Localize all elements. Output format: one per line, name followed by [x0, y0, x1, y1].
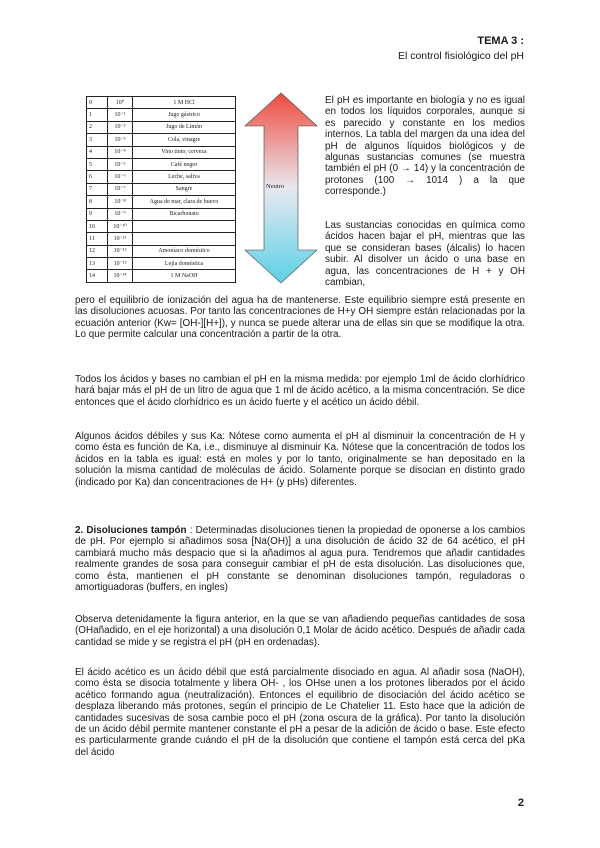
ph-cell: 14	[87, 270, 108, 282]
table-row	[87, 121, 236, 133]
conc-cell: 10⁻¹⁰	[108, 220, 133, 232]
table-row	[87, 208, 236, 220]
name-cell: Leche, saliva	[133, 171, 236, 183]
paragraph-equilibrium: pero el equilibrio de ionización del agua ha de mantenerse. Este equilibrio siempre está presente en las disoluciones acuosas. Por tanto las concentraciones de H+y OH siempre están relacionadas por la ecuación anterior (Kw= [OH-][H+]), y nunca se puede alterar una de ellas sin que se modifique la otra. Lo que permite calcular una concentración a partir de la otra.	[75, 295, 525, 341]
ph-cell: 0	[87, 97, 108, 109]
ph-cell: 3	[87, 134, 108, 146]
conc-cell: 10⁻²	[108, 121, 133, 133]
name-cell: Sangre	[133, 183, 236, 195]
name-cell: Cola, vinagre	[133, 134, 236, 146]
conc-cell: 10⁻⁹	[108, 208, 133, 220]
page-number: 2	[517, 797, 524, 809]
paragraph-acids-bases-side: Las sustancias conocidas en química como ácidos hacen bajar el pH, mientras que las que se consideran bases (álcalis) lo hacen subir. Al disolver un ácido o una base en agua, las concentraciones de H + y OH cambian,	[325, 220, 525, 289]
ph-cell: 4	[87, 146, 108, 158]
name-cell: Agua de mar, clara de huevo	[133, 196, 236, 208]
table-row	[87, 245, 236, 257]
ph-cell: 7	[87, 183, 108, 195]
ph-cell: 1	[87, 109, 108, 121]
table-row	[87, 109, 236, 121]
table-row	[87, 220, 236, 232]
name-cell: Lejía doméstica	[133, 258, 236, 270]
paragraph-acetic-acid: El ácido acético es un ácido débil que está parcialmente disociado en agua. Al añadir sosa (NaOH), como ésta se disocia totalmente y libera OH- , los OHse unen a los protones liberados por el ácido acético formando agua (neutralización). Entonces el equilibrio de disociación del ácido acético se desplaza liberando más protones, según el principio de Le Chatelier 11. Esto hace que la adición de cantidades sucesivas de sosa cambie poco el pH (zona oscura de la gráfica). Por tanto la disolución de un ácido débil permite mantener constante el pH a pesar de la adición de ácido o base. Este efecto es particularmente grande cuándo el pH de la disolución que contiene el tampón está cerca del pKa del ácido	[75, 667, 525, 758]
chapter-title: TEMA 3 :	[477, 35, 524, 47]
ph-cell: 13	[87, 258, 108, 270]
table-row	[87, 258, 236, 270]
ph-cell: 5	[87, 158, 108, 170]
table-row	[87, 270, 236, 282]
conc-cell: 10⁻⁴	[108, 146, 133, 158]
table-row	[87, 183, 236, 195]
buffers-body: : Determinadas disoluciones tienen la propiedad de oponerse a los cambios de pH. Por ejemplo si añadimos sosa [Na(OH)] a una disolución de ácido 32 de 64 acético, el pH cambiará mucho más despacio que si la añadimos al agua pura. Tendremos que añadir cantidades realmente grandes de sosa para conseguir cambiar el pH de esta disolución. Las disoluciones que, como ésta, mantienen el pH constante se denominan disoluciones tampón, reguladoras o amortiguadoras (buffers, en ingles)	[75, 525, 526, 594]
ph-table	[86, 96, 236, 283]
conc-cell: 10⁰	[108, 97, 133, 109]
conc-cell: 10⁻¹⁴	[108, 270, 133, 282]
paragraph-weak-acids-ka: Algunos ácidos débiles y sus Ka: Nótese como aumenta el pH al disminuir la concentración de H y como ésta es función de Ka, i.e., disminuye al disminuir Ka. Nótese que la concentración de todos los ácidos en la tabla es igual: está en moles y por lo tanto, originalmente se han depositado en la solución la misma cantidad de moléculas de ácido. Solamente porque se disocian en distinto grado (indicado por Ka) dan concentraciones de H+ (y pHs) diferentes.	[75, 431, 525, 488]
conc-cell: 10⁻⁸	[108, 196, 133, 208]
paragraph-buffers	[75, 525, 525, 593]
name-cell	[133, 233, 236, 245]
name-cell: Bicarbonato	[133, 208, 236, 220]
paragraph-ph-intro: El pH es importante en biología y no es igual en todos los líquidos corporales, aunque si es parecido y constante en los medios internos. La tabla del margen da una idea del pH de algunos líquidos biológicos y de algunas sustancias comunes (se muestra también el pH (0 → 14) y la concentración de protones (100 → 1014 ) a la que corresponde.)	[325, 95, 525, 198]
name-cell: Jugo gástrico	[133, 109, 236, 121]
table-row	[87, 97, 236, 109]
name-cell: Café negro	[133, 158, 236, 170]
table-row	[87, 158, 236, 170]
conc-cell: 10⁻¹¹	[108, 233, 133, 245]
table-row	[87, 146, 236, 158]
name-cell	[133, 220, 236, 232]
conc-cell: 10⁻¹	[108, 109, 133, 121]
table-row	[87, 233, 236, 245]
conc-cell: 10⁻³	[108, 134, 133, 146]
table-row	[87, 171, 236, 183]
paragraph-figure-description: Observa detenidamente la figura anterior, en la que se van añadiendo pequeñas cantidades de sosa (OHañadido, en el eje horizontal) a una disolución 0,1 Molar de ácido acético. Después de añadir cada cantidad se mide y se registra el pH (pH en ordenadas).	[75, 614, 525, 648]
paragraph-strong-weak-acids: Todos los ácidos y bases no cambian el pH en la misma medida: por ejemplo 1ml de ácido clorhídrico hará bajar más el pH de un litro de agua que 1 ml de ácido acético, a la misma concentración. Se dice entonces que el ácido clorhídrico es un ácido fuerte y el acético un ácido débil.	[75, 374, 525, 408]
name-cell: 1 M HCl	[133, 97, 236, 109]
chapter-subtitle: El control fisiológico del pH	[397, 50, 524, 62]
conc-cell: 10⁻¹³	[108, 258, 133, 270]
name-cell: Jugo de Limón	[133, 121, 236, 133]
ph-cell: 9	[87, 208, 108, 220]
table-row	[87, 134, 236, 146]
page-header	[398, 34, 524, 63]
ph-cell: 6	[87, 171, 108, 183]
conc-cell: 10⁻⁷	[108, 183, 133, 195]
conc-cell: 10⁻⁶	[108, 171, 133, 183]
ph-cell: 8	[87, 196, 108, 208]
ph-cell: 10	[87, 220, 108, 232]
section-heading-buffers: 2. Disoluciones tampón	[75, 525, 187, 536]
ph-cell: 12	[87, 245, 108, 257]
name-cell: Vino tinto, cerveza	[133, 146, 236, 158]
name-cell: Amoníaco doméstico	[133, 245, 236, 257]
ph-cell: 2	[87, 121, 108, 133]
neutral-label: Neutro	[266, 183, 285, 190]
table-row	[87, 196, 236, 208]
name-cell: 1 M NaOH	[133, 270, 236, 282]
ph-cell: 11	[87, 233, 108, 245]
conc-cell: 10⁻⁵	[108, 158, 133, 170]
conc-cell: 10⁻¹²	[108, 245, 133, 257]
